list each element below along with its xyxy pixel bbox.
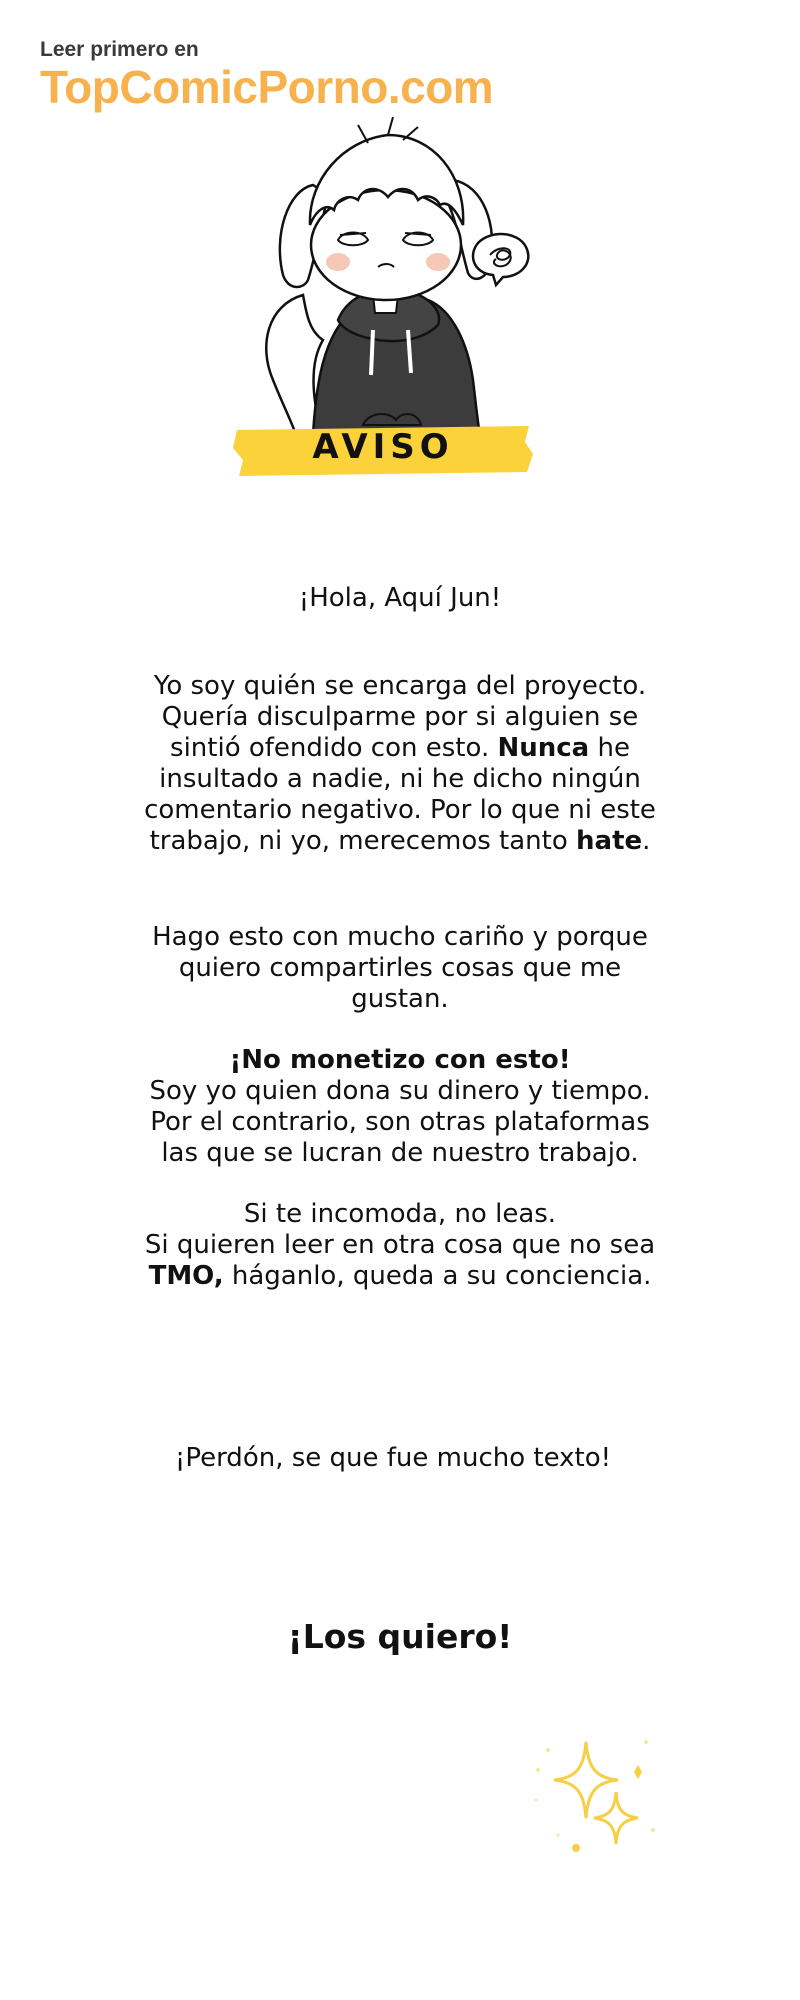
watermark-small-text: Leer primero en xyxy=(40,38,199,61)
watermark xyxy=(40,38,493,114)
paragraph-dont-read xyxy=(0,1199,800,1292)
banner-title: AVISO xyxy=(312,427,454,467)
emphasis-hate: hate xyxy=(576,826,643,856)
text-line: trabajo, ni yo, merecemos tanto hate. xyxy=(149,826,651,856)
text-line: Hago esto con mucho cariño y porque xyxy=(152,922,648,952)
text-line: Quería disculparme por si alguien se xyxy=(161,702,639,732)
emphasis-never: Nunca xyxy=(497,733,590,763)
text-line: las que se lucran de nuestro trabajo. xyxy=(161,1138,639,1168)
text-line: Si quieren leer en otra cosa que no sea xyxy=(144,1230,656,1260)
text-line: TMO, háganlo, queda a su conciencia. xyxy=(148,1261,652,1291)
text-line: gustan. xyxy=(351,984,449,1014)
greeting: ¡Hola, Aquí Jun! xyxy=(298,583,502,613)
text-line: Si te incomoda, no leas. xyxy=(243,1199,557,1229)
sparkles-icon xyxy=(528,1730,668,1860)
no-monetize-heading: ¡No monetizo con esto! xyxy=(229,1045,571,1075)
emphasis-tmo: TMO, xyxy=(148,1261,224,1291)
text-line: insultado a nadie, ni he dicho ningún xyxy=(159,764,641,794)
text-line: comentario negativo. Por lo que ni este xyxy=(144,795,656,825)
paragraph-apology xyxy=(0,671,800,857)
apology-line: ¡Perdón, se que fue mucho texto! xyxy=(174,1443,612,1473)
text-line: Soy yo quien dona su dinero y tiempo. xyxy=(149,1076,651,1106)
paragraph-love xyxy=(0,922,800,1015)
watermark-site-name: TopComicPorno.com xyxy=(40,61,494,113)
paragraph-no-monetization xyxy=(0,1045,800,1169)
text-line: Yo soy quién se encarga del proyecto. xyxy=(153,671,647,701)
text-line: Por el contrario, son otras plataformas xyxy=(150,1107,650,1137)
text-line: sintió ofendido con esto. Nunca he xyxy=(170,733,630,763)
closing-line: ¡Los quiero! xyxy=(287,1617,513,1656)
text-line: quiero compartirles cosas que me xyxy=(178,953,622,983)
